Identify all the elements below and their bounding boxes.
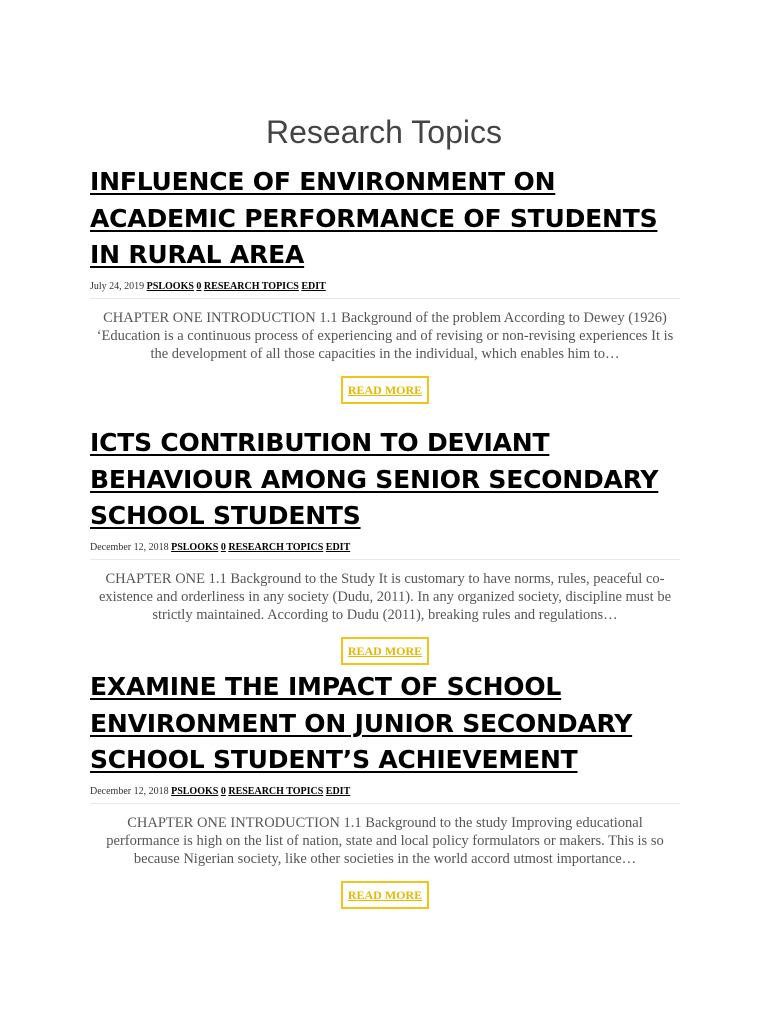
edit-link[interactable]: EDIT — [325, 785, 351, 797]
edit-link[interactable]: EDIT — [325, 541, 351, 553]
post-title-link[interactable]: EXAMINE THE IMPACT OF SCHOOL ENVIRONMENT ON JUNIOR SECONDARY SCHOOL STUDENT’S ACHIEVEMENT — [90, 672, 633, 774]
category-link[interactable]: RESEARCH TOPICS — [228, 541, 324, 553]
read-more-button[interactable]: READ MORE — [341, 637, 429, 665]
post-excerpt: CHAPTER ONE INTRODUCTION 1.1 Background to the study Improving educational performance is high on the list of nation, state and local policy formulators or makers. This is so because Nigerian society, like other societies in the world accord utmost importance… — [106, 814, 664, 867]
post-date: December 12, 2018 — [90, 785, 169, 797]
post-title-link[interactable]: INFLUENCE OF ENVIRONMENT ON ACADEMIC PERFORMANCE OF STUDENTS IN RURAL AREA — [90, 167, 658, 269]
post-meta — [90, 541, 680, 560]
post-excerpt: CHAPTER ONE INTRODUCTION 1.1 Background of the problem According to Dewey (1926) ‘Education is a continuous process of experiencing and of revising or non-revising experiences It is the development of all those capacities in the individual, which enables him to… — [96, 309, 674, 362]
page-title: Research Topics — [266, 114, 502, 150]
comments-link[interactable]: 0 — [196, 280, 202, 292]
post-excerpt: CHAPTER ONE 1.1 Background to the Study It is customary to have norms, rules, peaceful co-existence and orderliness in any society (Dudu, 2011). In any organized society, discipline must be strictly maintained. According to Dudu (2011), breaking rules and regulations… — [98, 570, 672, 623]
author-link[interactable]: PSLOOKS — [171, 785, 219, 797]
post-meta — [90, 280, 680, 299]
post-date: July 24, 2019 — [90, 280, 145, 292]
category-link[interactable]: RESEARCH TOPICS — [228, 785, 324, 797]
post-title-link[interactable]: ICTS CONTRIBUTION TO DEVIANT BEHAVIOUR AMONG SENIOR SECONDARY SCHOOL STUDENTS — [90, 428, 659, 530]
read-more-button[interactable]: READ MORE — [341, 881, 429, 909]
category-link[interactable]: RESEARCH TOPICS — [203, 280, 299, 292]
post-meta — [90, 785, 680, 804]
comments-link[interactable]: 0 — [220, 541, 226, 553]
post-date: December 12, 2018 — [90, 541, 169, 553]
edit-link[interactable]: EDIT — [301, 280, 326, 292]
comments-link[interactable]: 0 — [220, 785, 226, 797]
author-link[interactable]: PSLOOKS — [146, 280, 194, 292]
post-item — [90, 164, 680, 404]
read-more-button[interactable]: READ MORE — [341, 376, 429, 404]
post-item — [90, 425, 680, 665]
post-item — [90, 669, 680, 909]
author-link[interactable]: PSLOOKS — [171, 541, 219, 553]
